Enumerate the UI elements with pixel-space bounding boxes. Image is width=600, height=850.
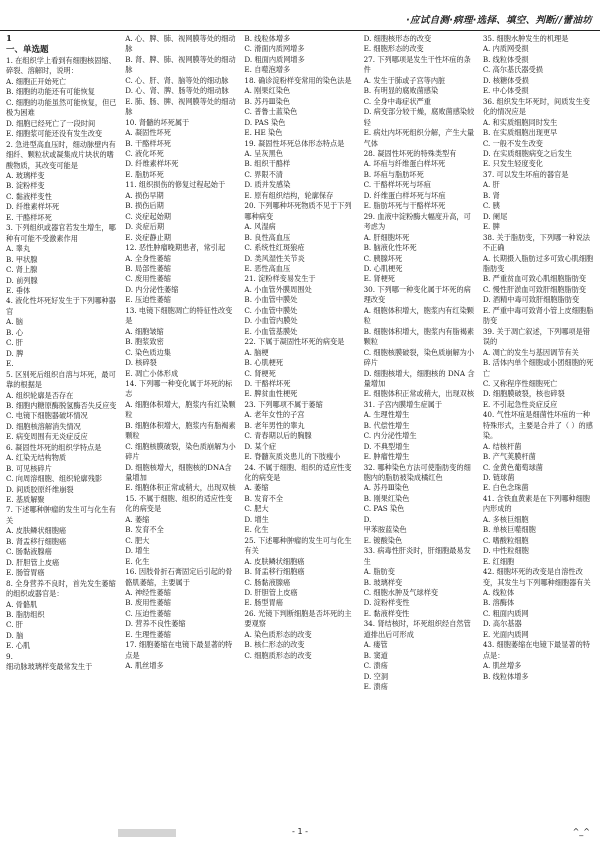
answer-option: A. 多核巨细胞 — [482, 514, 529, 524]
answer-option: B. 坏疽与脂肪坏死 — [363, 169, 424, 179]
answer-option: C. 细胞核膜破裂，染色质崩解为小碎片 — [363, 347, 475, 368]
answer-option: B. 局部性萎缩 — [125, 263, 171, 273]
answer-option: D. 增生 — [244, 514, 269, 524]
text-column-1 — [6, 34, 119, 818]
answer-option: C. 心、肝、肾、脑等处的细动脉 — [125, 75, 229, 85]
answer-option: E. 脊髓灰质炎患儿的下肢瘦小 — [244, 452, 341, 462]
answer-option: B. 小血管中膜处 — [244, 295, 298, 305]
question-stem: 37. 可以发生坏疽的器官是 — [482, 169, 569, 179]
question-stem: 17. 细胞萎缩在电镜下最显著的特点是 — [125, 640, 233, 660]
question-stem: 30. 下列哪一种变化属于坏死的病理改变 — [363, 284, 471, 305]
answer-option: E. 细胞体积正常或稍大，出现双核 — [363, 389, 475, 399]
answer-option: E. 溃疡 — [363, 682, 388, 692]
answer-option: C. 肠黏液腺癌 — [244, 577, 291, 587]
answer-option: E. 脂肪坏死 — [125, 169, 164, 179]
answer-option: E. 肾梗死 — [363, 274, 395, 284]
answer-option: A. 全身性萎缩 — [125, 253, 171, 263]
answer-option: D. 肝胆管上皮癌 — [244, 588, 298, 598]
answer-option: C. PAS 染色 — [363, 504, 405, 514]
answer-option: E. 中心体受损 — [482, 86, 529, 96]
question-stem: 19. 凝固性坏死总体形态特点是 — [244, 138, 345, 148]
answer-option: E. 肠型胃癌 — [244, 598, 283, 608]
answer-option: D. 心、肾、脾、肠等处的细动脉 — [125, 86, 229, 96]
answer-option: A. 萎缩 — [125, 514, 150, 524]
answer-option: D. 核糖体受损 — [482, 75, 529, 85]
answer-option: C. 普鲁士蓝染色 — [244, 107, 298, 117]
answer-option: D. 细胞核增大，细胞核的DNA含量增加 — [125, 462, 232, 483]
answer-option: E. 镀酸染色 — [363, 535, 403, 545]
answer-option: B. 肾盂移行细胞癌 — [6, 536, 67, 546]
answer-option: E. 心肌 — [6, 641, 31, 651]
question-stem: 4. 液化性坏死好发生于下列哪种器官 — [6, 296, 116, 316]
answer-option: B. 线粒体增多 — [482, 671, 529, 681]
answer-option: D. 心肌梗死 — [363, 263, 403, 273]
answer-option: B. 损伤后期 — [125, 201, 164, 211]
question-stem: 6. 凝固性坏死的组织学特点是 — [6, 442, 102, 452]
answer-option: A. 风湿病 — [244, 222, 276, 232]
answer-option: A. 刚果红染色 — [244, 86, 291, 96]
answer-option: C. 肾上腺 — [6, 265, 38, 275]
answer-option: B. 单核巨噬细胞 — [482, 525, 536, 535]
answer-option: C. 界限不清 — [244, 169, 283, 179]
answer-option: C. 细胞核膜破裂，染色质崩解为小碎片 — [125, 441, 236, 462]
answer-option: A. 组织轮廓是否存在 — [6, 390, 74, 400]
answer-option: A. 皮肤鳞状细胞癌 — [6, 526, 67, 536]
section-heading: 一、单选题 — [6, 45, 49, 55]
answer-option: A. 细胞体积增大，胞浆内有红染颗粒 — [125, 399, 236, 420]
answer-option: B. 淀粉样变 — [6, 181, 45, 191]
answer-option: C. 电镜下细胞器破坏情况 — [6, 411, 88, 421]
answer-option: A. 染色质形态的改变 — [244, 629, 312, 639]
answer-option: B. 产气荚膜杆菌 — [482, 452, 536, 462]
answer-option: A. 肌丝增多 — [482, 661, 522, 671]
answer-option: A. 凝固性坏死 — [125, 128, 171, 138]
answer-option: D. 细胞核增大，细胞核的 DNA 含量增加 — [363, 368, 475, 388]
answer-option: A. 萎缩 — [244, 483, 269, 493]
question-stem: 2. 急进型高血压时，细动脉壁内有细纤、颗粒状或凝集成片块状的嗜酸物质，其改变可能是 — [6, 139, 116, 170]
answer-option: C. 向周溶细胞、组织轮廓残影 — [6, 474, 103, 484]
answer-option: A. 脑梗 — [244, 347, 269, 357]
answer-option: C. 细胞水肿及气球样变 — [363, 588, 439, 598]
answer-option: A. 和实质细胞同时发生 — [482, 117, 558, 127]
answer-option: B. 老年男性的睾丸 — [244, 420, 305, 430]
answer-option: C. 小血管中膜处 — [244, 305, 298, 315]
answer-option: B. 核仁形态的改变 — [244, 640, 305, 650]
answer-option: E. 红细胞 — [482, 556, 515, 566]
question-stem: 12. 恶性肿瘤晚期患者，常引起 — [125, 243, 226, 253]
answer-option: B. 可见核碎片 — [6, 463, 52, 473]
answer-option: A. 肝细胞坏死 — [363, 232, 410, 242]
answer-option: D. 阑尾 — [482, 211, 508, 221]
question-stem: 36. 组织发生坏死时，间质发生变化的情况应是 — [482, 96, 590, 117]
answer-option: A. 玻璃样变 — [6, 170, 45, 180]
answer-option: C. 肝 — [6, 620, 23, 630]
question-stem: 29. 血液中淀粉酶大幅度升高，可考虑为 — [363, 211, 471, 232]
answer-option: B. 发育不全 — [244, 493, 284, 503]
answer-option: D. 中性粒细胞 — [482, 546, 529, 556]
answer-option: E. 干酪样坏死 — [6, 212, 52, 222]
answer-option: B. 肾、脾、肺、视网膜等处的细动脉 — [125, 54, 236, 75]
answer-option: C. 黏液样变性 — [6, 191, 52, 201]
answer-option: D. 淀粉样变性 — [363, 598, 410, 608]
question-stem: 38. 关于脂肪变，下列哪一种说法不正确 — [482, 232, 590, 253]
answer-option: D. 干酪样坏死 — [244, 378, 291, 388]
answer-option: E. 不引起急性炎症反应 — [482, 399, 558, 409]
question-stem: 5. 区别死后组织自溶与坏死，最可靠的根据是 — [6, 369, 116, 390]
answer-option: E. 小血管基膜处 — [244, 326, 298, 336]
answer-option: E. HE 染色 — [244, 128, 283, 138]
answer-option: A. 呈灰黑色 — [244, 148, 283, 158]
answer-option: B. 代偿性增生 — [363, 420, 410, 430]
header-title: ·应试自测·病理·选择、填空、判断//蕾油坊 — [406, 15, 592, 26]
answer-option: A. 瘘管 — [363, 640, 388, 650]
answer-option: A. 老年女性的子宫 — [244, 410, 305, 420]
answer-option: C. 粗面内质网 — [482, 608, 529, 618]
answer-option: B. 苏丹Ⅲ染色 — [244, 96, 290, 106]
answer-option: E. 炎症静止期 — [125, 232, 171, 242]
question-stem: 9. — [6, 651, 13, 661]
answer-option: E. 压迫性萎缩 — [125, 295, 171, 305]
answer-option: A. 苏丹Ⅲ染色 — [363, 483, 410, 493]
answer-option: D. 空洞 — [363, 671, 389, 681]
question-stem: 24. 不属于细胞、组织的适应性变化的病变是 — [244, 462, 352, 483]
document-body — [6, 34, 596, 818]
answer-option: A. 细胞体积增大，胞浆内有红染颗粒 — [363, 305, 474, 326]
answer-option: E. 垂体 — [6, 285, 31, 295]
answer-option: A. 神经性萎缩 — [125, 588, 171, 598]
answer-option: E. 光面内质网 — [482, 629, 529, 639]
answer-option: E. 脾 — [482, 222, 500, 232]
answer-option: E. 病变周围有无炎症反应 — [6, 432, 88, 442]
answer-option: A. 线粒体 — [482, 588, 515, 598]
answer-option: C. 金黄色葡萄球菌 — [482, 462, 543, 472]
answer-option: B. 细胞内糖原酶脱氢酶否失反应变 — [6, 400, 117, 410]
question-stem: 39. 关于凋亡叙述，下列哪项是错误的 — [482, 326, 590, 347]
answer-option: D. 肝胆管上皮癌 — [6, 557, 60, 567]
answer-option: B. 心 — [6, 327, 24, 337]
answer-option: E. 自噬泡增多 — [244, 65, 291, 75]
answer-option: C. 一般不发生改变 — [482, 138, 543, 148]
answer-option: A. 凋亡的发生与基因调节有关 — [482, 347, 579, 357]
answer-option: B. 肾盂移行细胞癌 — [244, 567, 305, 577]
question-stem: 25. 下述哪种肿瘤的发生可与化生有关 — [244, 535, 352, 556]
answer-option: E. 化生 — [125, 556, 150, 566]
answer-option: B. 干酪样坏死 — [125, 138, 171, 148]
answer-option: E. 脾贫血性梗死 — [244, 389, 298, 399]
answer-option: B. 组织干酪样 — [244, 159, 291, 169]
answer-option: C. 细胞质形态的改变 — [244, 650, 312, 660]
answer-option: C. 液化坏死 — [125, 148, 164, 158]
question-stem: 7. 下述哪种肿瘤的发生可与化生有关 — [6, 505, 116, 525]
answer-option: D. 在实质细胞病变之后发生 — [482, 148, 572, 158]
answer-option: D. 纤维蛋白样坏死与坏疽 — [363, 190, 446, 200]
answer-option: A. 内质网受损 — [482, 44, 529, 54]
answer-option: C. 细胞的功能虽然可能恢复，但已极为困难 — [6, 97, 117, 118]
answer-option: D. 炎症后期 — [125, 222, 165, 232]
answer-option: C. 又称程序性细胞死亡 — [482, 378, 558, 388]
question-stem: 21. 淀粉样变易发生于 — [244, 274, 316, 284]
answer-option: E. 凋亡小体形成 — [125, 368, 179, 378]
answer-option: E. 脂肪坏死与干酪样坏死 — [363, 201, 446, 211]
question-stem: 20. 下列哪种坏死物质不见于下列哪种病变 — [244, 201, 352, 221]
question-stem: 33. 病毒性肝炎时，肝细胞最易发生 — [363, 546, 471, 566]
answer-option: B. 发育不全 — [125, 525, 164, 535]
answer-option: A. 红染无结构物质 — [6, 453, 67, 463]
answer-option: B. 脑液化性坏死 — [363, 243, 417, 253]
question-stem: 15. 不属于细胞、组织的适应性变化的病变是 — [125, 493, 233, 514]
answer-option: C. 肝 — [6, 338, 23, 348]
answer-option: D. 营养不良性萎缩 — [125, 619, 186, 629]
question-stem: 28. 凝固性坏死的特殊类型有 — [363, 148, 457, 158]
answer-option: B. 刚果红染色 — [363, 493, 410, 503]
answer-option: B. 有明显的腐败菌感染 — [363, 86, 439, 96]
answer-option: E. 严重中毒可致肾小管上皮细胞脂肪变 — [482, 305, 594, 326]
answer-option: C. 压迫性萎缩 — [125, 608, 171, 618]
answer-option: B. 甲状腺 — [6, 254, 38, 264]
answer-option: B. 心肌梗死 — [244, 358, 284, 368]
answer-option: E. 白色念珠菌 — [482, 483, 529, 493]
answer-option: B. 细胞体积增大，胞浆内有脂褐素颗粒 — [363, 326, 475, 347]
answer-option: B. 肾 — [482, 190, 500, 200]
question-stem: 11. 组织损伤的修复过程起始于 — [125, 180, 226, 190]
answer-option: B. 玻璃样变 — [363, 577, 403, 587]
answer-option: D. 不典型增生 — [363, 441, 410, 451]
answer-option: C. 肠黏液腺癌 — [6, 547, 52, 557]
answer-option: D. 细胞膜破裂，核也碎裂 — [482, 389, 565, 399]
answer-option: D. 核碎裂 — [125, 358, 157, 368]
answer-option: B. 废用性萎缩 — [125, 598, 171, 608]
question-stem: 3. 下列组织或器官若发生增生，哪种有可能不受激素作用 — [6, 223, 116, 243]
answer-option: A. 脑 — [6, 317, 23, 327]
question-stem: 42. 细胞坏死的改变是自溶性改变，其发生与下列哪种细胞器有关 — [482, 567, 591, 587]
answer-option: B. 细胞的功能还有可能恢复 — [6, 87, 95, 97]
answer-option: E. 病灶内坏死组织分解，产生大量气体 — [363, 128, 475, 148]
answer-option: E. 肠管胃癌 — [6, 568, 45, 578]
answer-option: A. 发生于肺或子宫等内脏 — [363, 75, 446, 85]
answer-option: A. 骨骼肌 — [6, 599, 38, 609]
answer-option: C. 染色质边集 — [125, 347, 171, 357]
answer-option: E. 肺、肠、脾、视网膜等处的细动脉 — [125, 96, 236, 117]
answer-option: B. 胞浆致密 — [125, 337, 164, 347]
question-stem: 22. 下属于凝固性坏死的病变是 — [244, 337, 345, 347]
answer-option: E. 细胞形态的改变 — [363, 44, 424, 54]
answer-option: A. 皮肤鳞状细胞癌 — [244, 556, 305, 566]
page-footer — [0, 826, 600, 840]
answer-option: E. 细胞体积正常或稍大，出现双核 — [125, 483, 236, 493]
page-header — [0, 8, 600, 31]
question-stem: 8. 全身营养不良时，首先发生萎缩的组织或器官是： — [6, 578, 116, 599]
answer-option: E. 细胞浆可能还没有发生改变 — [6, 129, 103, 139]
answer-option: D. 内分泌性萎缩 — [125, 284, 179, 294]
answer-option: E. 原有组织结构，轮廓保存 — [244, 190, 334, 200]
question-stem: 35. 细胞水肿发生的机理是 — [482, 34, 569, 43]
answer-option: B. 严重贫血可致心肌细胞脂肪变 — [482, 274, 587, 284]
question-stem: 27. 下列哪项是发生干性坏疽的条件 — [363, 54, 471, 75]
answer-option: A. 肌丝增多 — [125, 661, 164, 671]
question-stem: 10. 肾髓的坏死属于 — [125, 117, 190, 127]
answer-option: A. 心、脾、肺、视网膜等处的细动脉 — [125, 34, 236, 54]
answer-option: A. 脂肪变 — [363, 567, 395, 577]
answer-option: E. 基质解聚 — [6, 495, 45, 505]
answer-option: D. 质并发感染 — [244, 180, 291, 190]
question-stem: 31. 子宫内膜增生症属于 — [363, 399, 443, 409]
answer-option: E. — [6, 359, 14, 369]
page-number: - 1 - — [292, 827, 308, 836]
answer-option: C. 胰腺坏死 — [363, 253, 403, 263]
answer-option: A. 细胞正开始死亡 — [6, 76, 67, 86]
answer-option: A. 睾丸 — [6, 244, 31, 254]
answer-option: D. 脾 — [6, 348, 24, 358]
answer-option: C. 胰 — [482, 201, 500, 211]
answer-option: C. 慢性肝淤血可致肝细胞脂肪变 — [482, 284, 587, 294]
answer-option: C. 内分泌性增生 — [363, 431, 417, 441]
question-stem: 32. 哪种染色方法可使脂肪变的细胞内的脂肪被染成橘红色 — [363, 462, 471, 483]
text-line: 甲苯胺蓝染色 — [363, 525, 407, 535]
answer-option: D. 链球菌 — [482, 473, 515, 483]
answer-option: C. 炎症起始期 — [125, 211, 171, 221]
answer-option: D. 前列腺 — [6, 275, 38, 285]
answer-option: D. 病变部分较干燥，腐败菌感染较轻 — [363, 107, 475, 127]
answer-option: D. PAS 染色 — [244, 117, 286, 127]
answer-option: C. 干酪样坏死与坏疽 — [363, 180, 431, 190]
answer-option: C. 高尔基氏器受损 — [482, 65, 543, 75]
answer-option: C. 系统性红斑狼疮 — [244, 243, 305, 253]
answer-option: E. 只发生轻度变化 — [482, 159, 543, 169]
question-stem: 18. 确诊淀粉样变常用的染色法是 — [244, 75, 352, 85]
answer-option: B. 脂肪组织 — [6, 610, 45, 620]
answer-option: B. 溶酶体 — [482, 598, 515, 608]
answer-option: D. 纤维素样坏死 — [6, 202, 60, 212]
question-stem: 23. 下列哪项不属于萎缩 — [244, 399, 323, 409]
answer-option: A. 肝 — [482, 180, 500, 190]
answer-option: D. 高尔基器 — [482, 619, 522, 629]
answer-option: E. 黏液样变性 — [363, 608, 410, 618]
answer-option: D. 细胞已经死亡了一段时间 — [6, 118, 96, 128]
answer-option: C. 嗜酸粒细胞 — [482, 535, 529, 545]
answer-option: D. 细胞核溶解消失情况 — [6, 421, 81, 431]
text-column-3 — [244, 34, 357, 818]
answer-option: C. 青春期以后的胸腺 — [244, 431, 312, 441]
question-stem: 34. 肾结核时，坏死组织经自然管道排出后可形成 — [363, 619, 471, 639]
question-stem: 13. 电镜下细胞凋亡的特征性改变是 — [125, 305, 233, 326]
answer-option: A. 小血管外膜周围处 — [244, 284, 312, 294]
answer-option: D. 增生 — [125, 546, 150, 556]
answer-option: A. 损伤早期 — [125, 190, 164, 200]
answer-option: D. 小血管内膜处 — [244, 316, 298, 326]
corner-emoticon: ^_^ — [572, 827, 590, 836]
answer-option: D. 酒精中毒可致肝细胞脂肪变 — [482, 295, 580, 305]
answer-option: E. 化生 — [244, 525, 269, 535]
answer-option: E. 恶性高血压 — [244, 263, 291, 273]
answer-option: D. 纤维素样坏死 — [125, 159, 179, 169]
answer-option: E. 肿瘤性增生 — [363, 452, 410, 462]
answer-option: B. 线粒体增多 — [244, 34, 291, 43]
answer-option: A. 生理性增生 — [363, 410, 410, 420]
answer-option: D. 粗面内质网增多 — [244, 54, 305, 64]
answer-option: C. 滑面内质网增多 — [244, 44, 305, 54]
answer-option: B. 在实质细胞出现更早 — [482, 128, 558, 138]
question-stem: 41. 含铁血黄素是在下列哪种细胞内形成的 — [482, 493, 590, 514]
answer-option: B. 细胞体积增大，胞浆内有脂褐素颗粒 — [125, 420, 236, 441]
answer-option: C. 肥大 — [244, 504, 269, 514]
answer-option: D. 脑 — [6, 630, 24, 640]
answer-option: C. 肥大 — [125, 535, 150, 545]
question-stem: 43. 细胞萎缩在电镜下最显著的特点是： — [482, 640, 590, 660]
answer-option: C. 废用性萎缩 — [125, 274, 171, 284]
text-line: 细动脉玻璃样变最常发生于 — [6, 662, 93, 672]
question-stem: 40. 气性坏疽是细菌性坏疽的一种特殊形式，主要是合并了（ ）的感染。 — [482, 410, 593, 441]
answer-option: D. 某个症 — [244, 441, 277, 451]
answer-option: B. 线粒体受损 — [482, 54, 529, 64]
answer-option: E. 生理性萎缩 — [125, 629, 171, 639]
question-stem: 14. 下列哪一种变化属于坏死的标志 — [125, 378, 233, 399]
text-column-4 — [364, 34, 477, 818]
answer-option: D. 细胞核形态的改变 — [363, 34, 432, 43]
answer-option: C. 溃疡 — [363, 661, 388, 671]
answer-option: A. 结核杆菌 — [482, 441, 522, 451]
answer-option: A. 长期摄入脂肪过多可致心肌细胞脂肪变 — [482, 253, 594, 273]
text-column-5 — [483, 34, 596, 818]
answer-option: D. — [363, 514, 372, 524]
question-stem: 16. 因肢骨折石膏固定后引起的骨骼肌萎缩，主要属于 — [125, 567, 233, 587]
answer-option: B. 活体内单个细胞或小团细胞的死亡 — [482, 358, 594, 378]
question-stem: 1. 在组织学上看到有细胞核固缩、碎裂、溶解时，说明： — [6, 56, 116, 76]
answer-option: C. 肾梗死 — [244, 368, 276, 378]
answer-option: A. 细胞皱缩 — [125, 326, 164, 336]
answer-option: D. 间质胶原纤维崩裂 — [6, 484, 74, 494]
answer-option: D. 类风湿性关节炎 — [244, 253, 305, 263]
answer-option: C. 全身中毒症状严重 — [363, 96, 431, 106]
text-column-2 — [125, 34, 238, 818]
answer-option: B. 良性高血压 — [244, 232, 291, 242]
answer-option: A. 坏疽与纤维蛋白样坏死 — [363, 159, 446, 169]
answer-option: B. 窦道 — [363, 650, 388, 660]
question-stem: 26. 光镜下判断细胞是否坏死的主要观察 — [244, 608, 352, 629]
section-heading: 1 — [6, 34, 12, 44]
